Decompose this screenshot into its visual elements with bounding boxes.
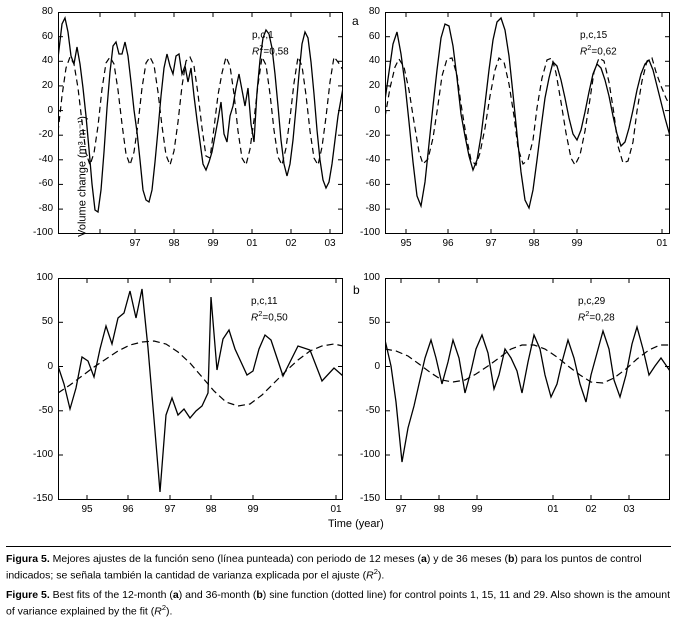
ytick-label: 80	[368, 6, 380, 17]
r2-label: $R^2=0,58$	[252, 42, 289, 57]
xtick-label: 97	[485, 238, 497, 249]
xtick-label: 95	[400, 238, 412, 249]
panel-point-1	[32, 6, 343, 249]
xtick-label: 99	[207, 238, 219, 249]
ytick-label: 20	[368, 79, 380, 91]
xtick-label: 98	[205, 504, 217, 515]
ytick-label: -20	[38, 129, 53, 141]
xtick-label: 99	[471, 504, 483, 515]
xtick-label: 98	[433, 504, 445, 515]
ytick-label: -60	[38, 178, 53, 190]
caption-es-label: Figura 5.	[6, 553, 50, 565]
ytick-label: -100	[359, 449, 380, 460]
ytick-label: -150	[32, 493, 53, 504]
ytick-label: -60	[365, 178, 380, 190]
xtick-label: 01	[547, 504, 559, 515]
control-point-label: p,c,11	[251, 296, 278, 307]
ytick-label: 0	[47, 104, 53, 116]
ytick-label: -150	[359, 493, 380, 504]
r2-label: $R^2=0,62$	[580, 42, 617, 57]
ytick-label: 80	[41, 6, 53, 17]
ytick-label: -80	[38, 203, 53, 215]
panel-4-annotation	[578, 296, 615, 324]
r2-label: $R^2=0,28$	[578, 308, 615, 323]
y-axis-label: Volume change (m³ m⁻¹)	[76, 116, 89, 237]
caption-en-label: Figure 5.	[6, 588, 50, 601]
ytick-label: 0	[47, 360, 53, 372]
panel-2-annotation	[580, 30, 617, 58]
ytick-label: 40	[41, 55, 53, 67]
panel-1-annotation	[252, 30, 289, 58]
ytick-label: -40	[38, 153, 53, 165]
xtick-label: 97	[164, 504, 176, 515]
xtick-label: 99	[571, 238, 583, 249]
xtick-label: 01	[246, 238, 258, 249]
xtick-label: 02	[585, 504, 597, 515]
panel-1-plot	[58, 12, 343, 234]
r2-label: $R^2=0,50$	[251, 308, 288, 323]
control-point-label: p,c,15	[580, 30, 608, 41]
ytick-label: -50	[365, 404, 380, 416]
ytick-label: 50	[41, 316, 53, 328]
panel-point-29	[359, 272, 670, 515]
ytick-label: 0	[374, 104, 380, 116]
ytick-label: 50	[368, 316, 380, 328]
ytick-label: 20	[41, 79, 53, 91]
ytick-label: -100	[32, 227, 53, 238]
panel-letter-b: b	[353, 283, 360, 297]
control-point-label: p,c,1	[252, 30, 274, 41]
ytick-label: -50	[38, 404, 53, 416]
panel-letter-a: a	[352, 14, 359, 28]
xtick-label: 02	[285, 238, 297, 249]
panel-4-plot	[385, 278, 670, 500]
ytick-label: -40	[365, 153, 380, 165]
xtick-label: 01	[330, 504, 342, 515]
ytick-label: 40	[368, 55, 380, 67]
ytick-label: 60	[368, 30, 380, 42]
series-observed	[385, 18, 670, 208]
panel-point-15	[359, 6, 670, 249]
ytick-label: -100	[359, 227, 380, 238]
ytick-label: 100	[363, 272, 380, 283]
xtick-label: 99	[247, 504, 259, 515]
panel-3-plot	[58, 278, 343, 500]
caption-spanish: Figura 5. Mejores ajustes de la función seno (línea punteada) con periodo de 12 meses (a) y de 36 meses (b) para los puntos de control indicados; se señala también la cantidad de varianza explicada por el ajuste $(R^2)$.	[6, 553, 642, 582]
control-point-label: p,c,29	[578, 296, 606, 307]
series-observed	[58, 289, 343, 492]
caption-english: Figure 5. Best fits of the 12-month (a) and 36-month (b) sine function (dotted line) for control points 1, 15, 11 and 29. Also shown is the amount of variance explained by the fit $(R^2)$.	[6, 588, 671, 618]
xtick-label: 97	[129, 238, 141, 249]
x-axis-label: Time (year)	[328, 518, 384, 530]
xtick-label: 03	[324, 238, 336, 249]
xtick-label: 97	[395, 504, 407, 515]
figure-caption	[6, 552, 671, 620]
ytick-label: -100	[32, 449, 53, 460]
panel-3-annotation	[251, 296, 288, 324]
xtick-label: 98	[168, 238, 180, 249]
xtick-label: 98	[528, 238, 540, 249]
xtick-label: 95	[81, 504, 93, 515]
xtick-label: 96	[442, 238, 454, 249]
panel-2-plot	[385, 12, 670, 234]
series-observed	[385, 327, 670, 462]
series-fit-36month	[58, 341, 343, 406]
xtick-label: 01	[656, 238, 668, 249]
series-fit-12month	[385, 58, 670, 165]
ytick-label: -80	[365, 203, 380, 215]
panel-point-11	[32, 272, 343, 515]
xtick-label: 96	[122, 504, 134, 515]
series-observed	[58, 18, 343, 212]
ytick-label: 0	[374, 360, 380, 372]
ytick-label: 100	[36, 272, 53, 283]
ytick-label: 60	[41, 30, 53, 42]
xtick-label: 03	[623, 504, 635, 515]
caption-divider	[6, 546, 671, 547]
ytick-label: -20	[365, 129, 380, 141]
